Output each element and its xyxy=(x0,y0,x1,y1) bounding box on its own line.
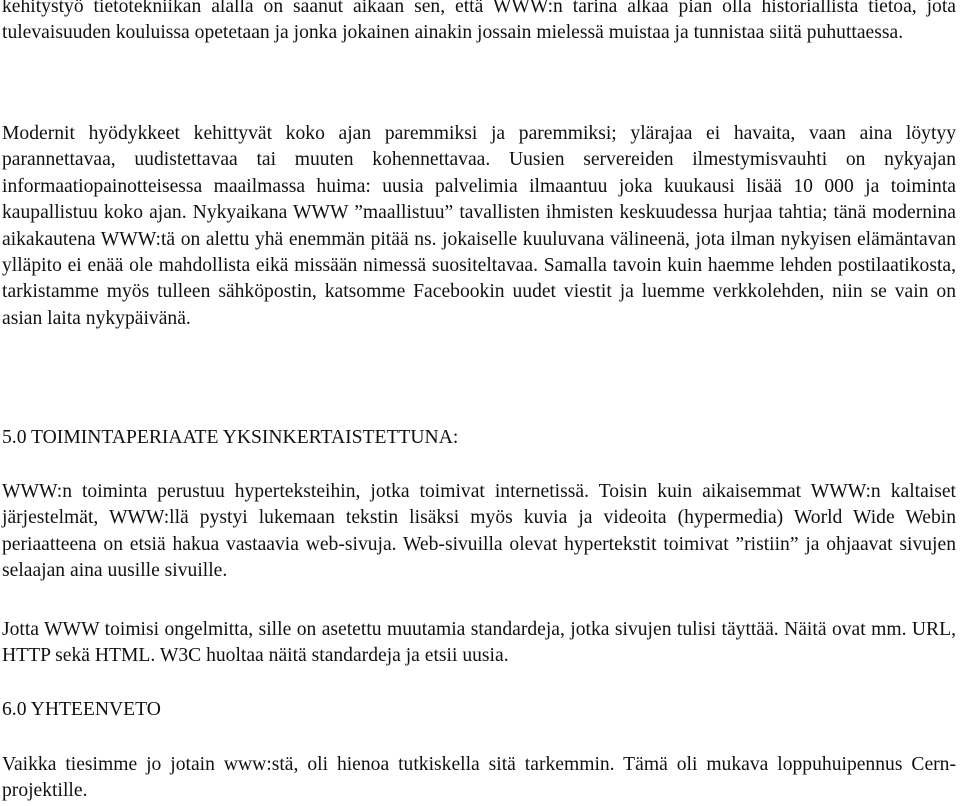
paragraph-standards: Jotta WWW toimisi ongelmitta, sille on asetettu muutamia standardeja, jotka sivujen tulisi täyttää. Näitä ovat mm. URL, HTTP sekä HTML. W3C huoltaa näitä standardeja ja etsii uusia. xyxy=(2,619,956,667)
section-heading-5: 5.0 TOIMINTAPERIAATE YKSINKERTAISTETTUNA: xyxy=(2,427,459,448)
paragraph-operating-principle: WWW:n toiminta perustuu hyperteksteihin, jotka toimivat internetissä. Toisin kuin aikaisemmat WWW:n kaltaiset järjestelmät, WWW:llä pystyi lukemaan tekstin lisäksi myös kuvia ja videoita (hypermedia) World Wide Webin periaatteena on etsiä hakua vastaavia web-sivuja. Web-sivuilla olevat hypertekstit toimivat ”ristiin” ja ohjaavat sivujen selaajan aina uusille sivuille. xyxy=(2,481,956,582)
paragraph-intro: kehitystyö tietotekniikan alalla on saanut aikaan sen, että WWW:n tarina alkaa pian olla historiallista tietoa, jota tulevaisuuden kouluissa opetetaan ja jonka jokainen ainakin jossain mielessä muistaa ja tunnistaa siitä puhuttaessa. xyxy=(2,0,956,44)
section-heading-6: 6.0 YHTEENVETO xyxy=(2,699,161,720)
paragraph-summary: Vaikka tiesimme jo jotain www:stä, oli hienoa tutkiskella sitä tarkemmin. Tämä oli mukava loppuhuipennus Cern-projektille. xyxy=(2,754,956,802)
paragraph-modern-products: Modernit hyödykkeet kehittyvät koko ajan paremmiksi ja paremmiksi; ylärajaa ei havaita, vaan aina löytyy parannettavaa, uudistettavaa tai muuten kohennettavaa. Uusien servereiden ilmestymisvauhti on nykyajan informaatiopainotteisessa maailmassa huima: uusia palvelimia ilmaantuu joka kuukausi lisää 10 000 ja toiminta kaupallistuu koko ajan. Nykyaikana WWW ”maallistuu” tavallisten ihmisten keskuudessa hurjaa tahtia; tänä modernina aikakautena WWW:tä on alettu yhä enemmän pitää ns. jokaiselle kuuluvana välineenä, jota ilman nykyisen elämäntavan ylläpito ei enää ole mahdollista eikä missään nimessä suositeltavaa. Samalla tavoin kuin haemme lehden postilaatikosta, tarkistamme myös tulleen sähköpostin, katsomme Facebookin uudet viestit ja luemme verkkolehden, niin se vain on asian laita nykypäivänä. xyxy=(2,123,956,329)
